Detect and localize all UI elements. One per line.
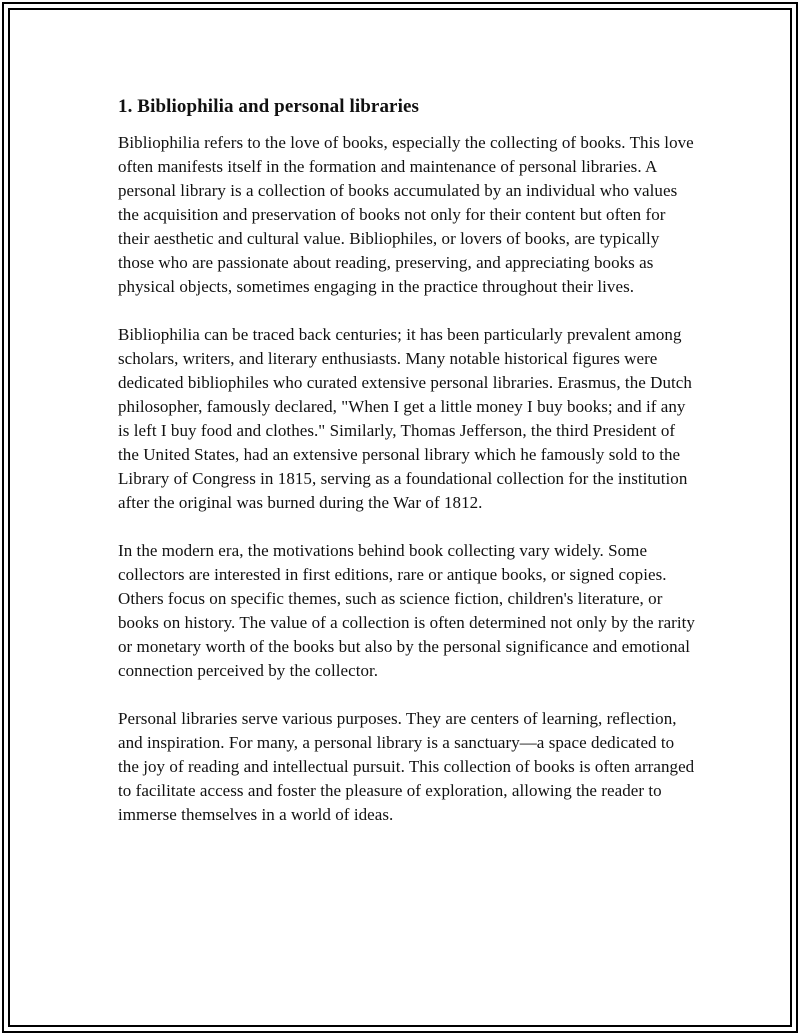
document-body xyxy=(118,95,696,851)
paragraph-3: In the modern era, the motivations behind book collecting vary widely. Some collectors are interested in first editions, rare or antique books, or signed copies. Others focus on specific themes, such as science fiction, children's literature, or books on history. The value of a collection is often determined not only by the rarity or monetary worth of the books but also by the personal significance and emotional connection perceived by the collector. xyxy=(118,541,695,680)
section-heading: 1. Bibliophilia and personal libraries xyxy=(118,96,419,117)
paragraph-4: Personal libraries serve various purposes. They are centers of learning, reflection, and inspiration. For many, a personal library is a sanctuary—a space dedicated to the joy of reading and intellectual pursuit. This collection of books is often arranged to facilitate access and foster the pleasure of exploration, allowing the reader to immerse themselves in a world of ideas. xyxy=(118,709,695,824)
paragraph-1: Bibliophilia refers to the love of books, especially the collecting of books. This love often manifests itself in the formation and maintenance of personal libraries. A personal library is a collection of books accumulated by an individual who values the acquisition and preservation of books not only for their content but often for their aesthetic and cultural value. Bibliophiles, or lovers of books, are typically those who are passionate about reading, preserving, and appreciating books as physical objects, sometimes engaging in the practice throughout their lives. xyxy=(118,133,694,296)
paragraph-2: Bibliophilia can be traced back centuries; it has been particularly prevalent among scholars, writers, and literary enthusiasts. Many notable historical figures were dedicated bibliophiles who curated extensive personal libraries. Erasmus, the Dutch philosopher, famously declared, "When I get a little money I buy books; and if any is left I buy food and clothes." Similarly, Thomas Jefferson, the third President of the United States, had an extensive personal library which he famously sold to the Library of Congress in 1815, serving as a foundational collection for the institution after the original was burned during the War of 1812. xyxy=(118,325,692,512)
